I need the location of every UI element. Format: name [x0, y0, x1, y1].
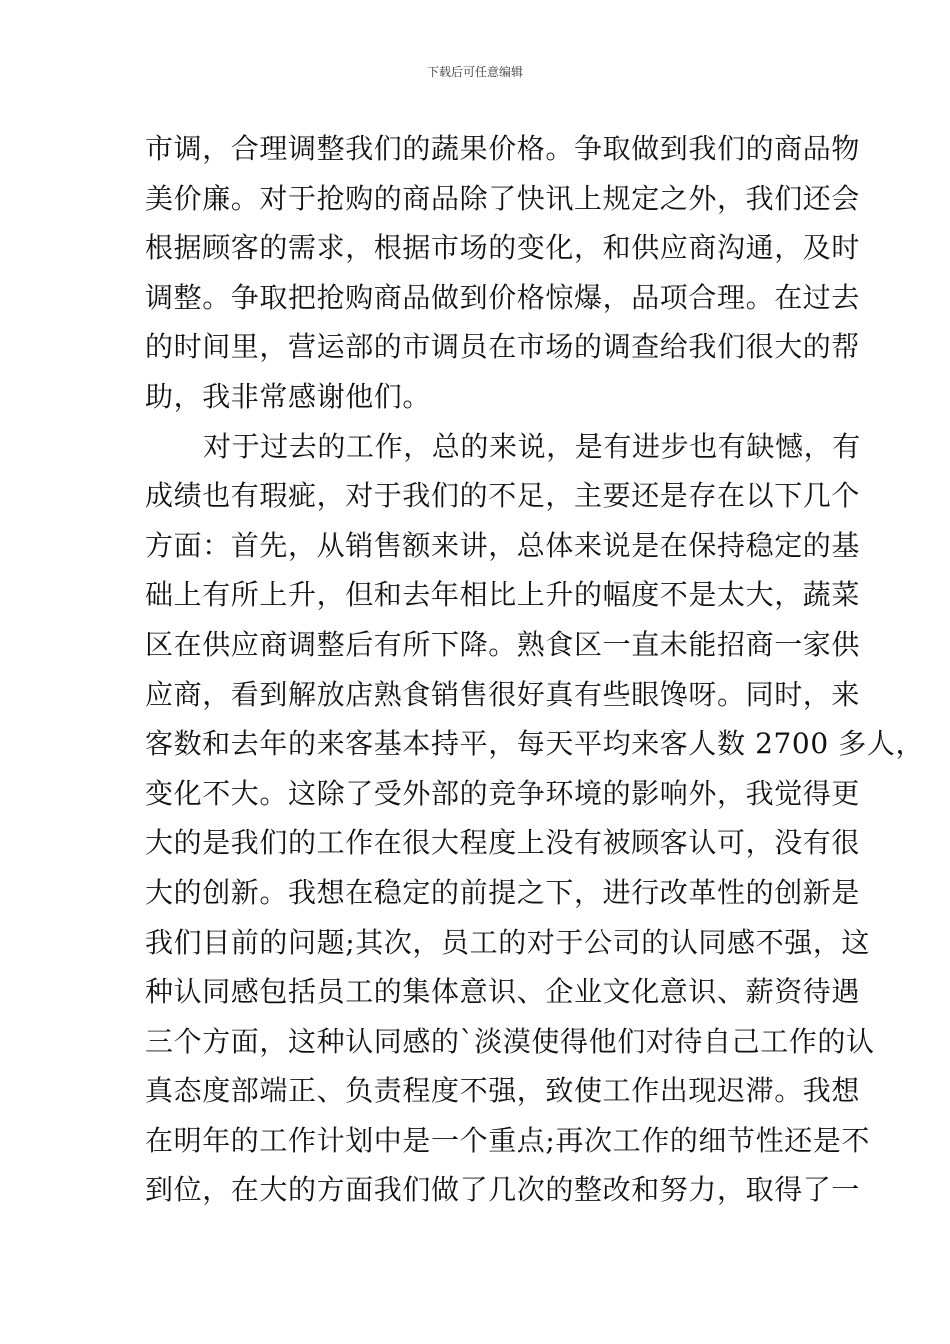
text-line: 真态度部端正、负责程度不强，致使工作出现迟滞。我想	[145, 1074, 861, 1108]
text-line: 美价廉。对于抢购的商品除了快讯上规定之外，我们还会	[145, 181, 861, 215]
text-line: 成绩也有瑕疵，对于我们的不足，主要还是存在以下几个	[145, 479, 861, 513]
paragraph-2	[145, 422, 925, 1216]
text-line: 到位，在大的方面我们做了几次的整改和努力，取得了一	[145, 1173, 861, 1207]
document-body	[145, 124, 925, 1215]
text-line: 调整。争取把抢购商品做到价格惊爆，品项合理。在过去	[145, 280, 861, 314]
text-line: 大的创新。我想在稳定的前提之下，进行改革性的创新是	[145, 875, 861, 909]
text-line: 客数和去年的来客基本持平，每天平均来客人数 2700 多人，	[145, 727, 925, 761]
text-line: 的时间里，营运部的市调员在市场的调查给我们很大的帮	[145, 330, 861, 364]
text-line: 三个方面，这种认同感的`淡漠使得他们对待自己工作的认	[145, 1024, 875, 1058]
text-line: 根据顾客的需求，根据市场的变化，和供应商沟通，及时	[145, 231, 861, 265]
text-line: 在明年的工作计划中是一个重点;再次工作的细节性还是不	[145, 1123, 871, 1157]
text-line: 我们目前的问题;其次，员工的对于公司的认同感不强，这	[145, 925, 871, 959]
text-line: 助，我非常感谢他们。	[145, 379, 432, 413]
page-header: 下载后可任意编辑	[426, 65, 523, 79]
text-line: 变化不大。这除了受外部的竞争环境的影响外，我觉得更	[145, 776, 861, 810]
text-line: 市调，合理调整我们的蔬果价格。争取做到我们的商品物	[145, 132, 861, 165]
text-line: 础上有所上升，但和去年相比上升的幅度不是太大，蔬菜	[145, 578, 861, 612]
paragraph-1	[145, 124, 861, 422]
text-line: 区在供应商调整后有所下降。熟食区一直未能招商一家供	[145, 627, 861, 661]
text-line: 方面：首先，从销售额来讲，总体来说是在保持稳定的基	[145, 528, 861, 562]
text-line: 大的是我们的工作在很大程度上没有被顾客认可，没有很	[145, 826, 861, 860]
text-line: 种认同感包括员工的集体意识、企业文化意识、薪资待遇	[145, 975, 861, 1009]
text-line: 应商，看到解放店熟食销售很好真有些眼馋呀。同时，来	[145, 677, 861, 711]
text-line: 对于过去的工作，总的来说，是有进步也有缺憾，有	[203, 429, 861, 463]
